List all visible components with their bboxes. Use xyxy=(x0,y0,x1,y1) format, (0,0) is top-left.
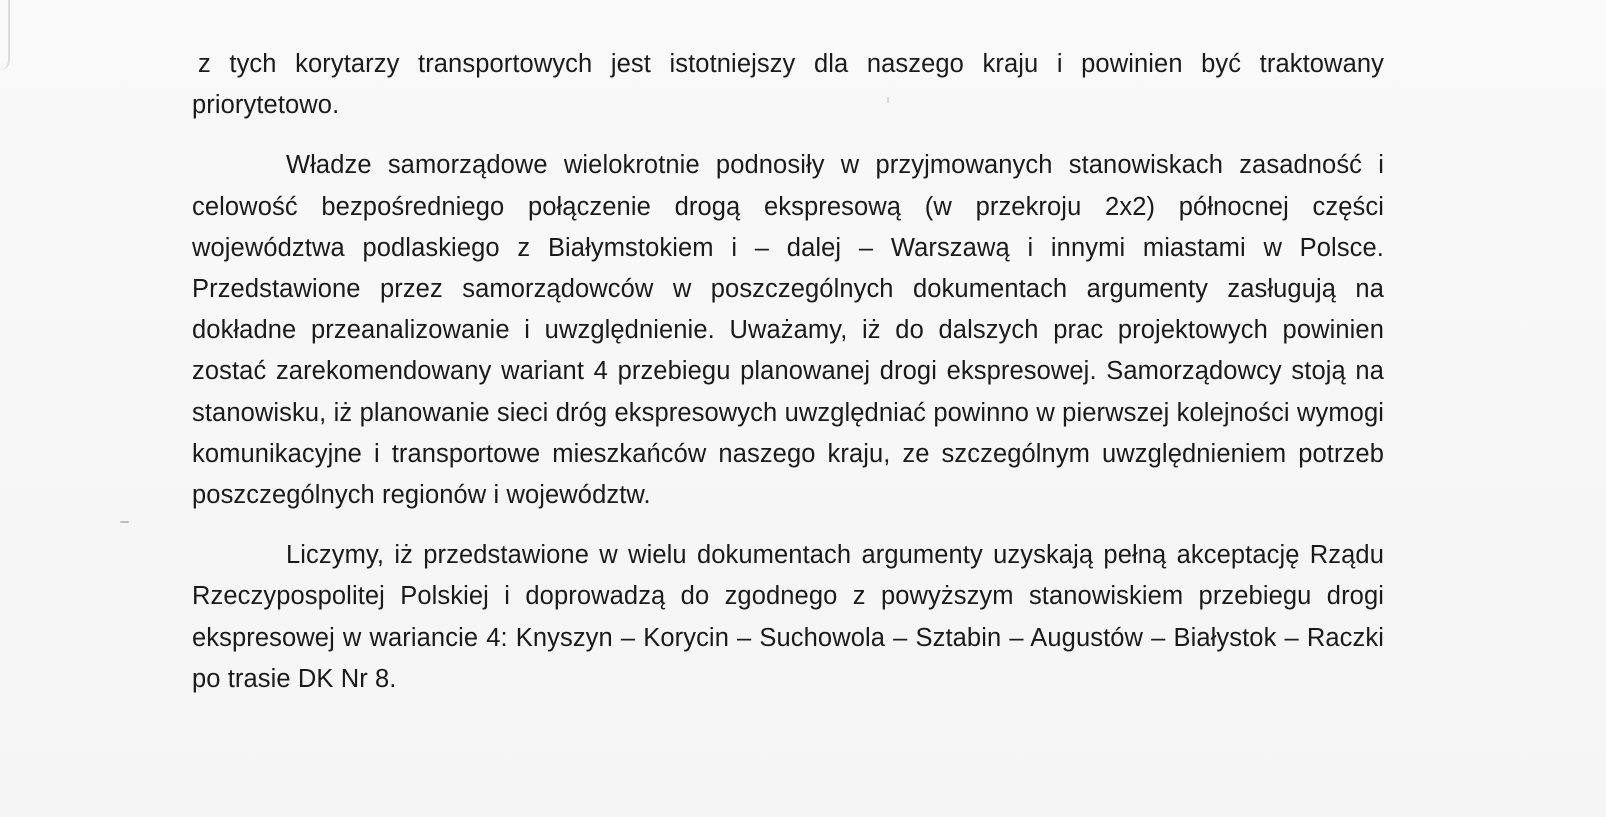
paragraph-3: Liczymy, iż przedstawione w wielu dokumentach argumenty uzyskają pełną akceptację Rządu Rzeczypospolitej Polskiej i doprowadzą do zgodnego z powyższym stanowiskiem przebiegu drogi ekspresowej w wariancie 4: Knyszyn – Korycin – Suchowola – Sztabin – Augustów – Białystok – Raczki po trasie DK Nr 8. xyxy=(192,541,1384,693)
paragraph-2: Władze samorządowe wielokrotnie podnosiły w przyjmowanych stanowiskach zasadność i celowość bezpośredniego połączenie drogą ekspresową (w przekroju 2x2) północnej części województwa podlaskiego z Białymstokiem i – dalej – Warszawą i innymi miastami w Polsce. Przedstawione przez samorządowców w poszczególnych dokumentach argumenty zasługują na dokładne przeanalizowanie i uwzględnienie. Uważamy, iż do dalszych prac projektowych powinien zostać zarekomendowany wariant 4 przebiegu planowanej drogi ekspresowej. Samorządowcy stoją na stanowisku, iż planowanie sieci dróg ekspresowych uwzględniać powinno w pierwszej kolejności wymogi komunikacyjne i transportowe mieszkańców naszego kraju, ze szczególnym uwzględnieniem potrzeb poszczególnych regionów i województw. xyxy=(192,151,1384,510)
paragraph-1: z tych korytarzy transportowych jest istotniejszy dla naszego kraju i powinien być traktowany priorytetowo. xyxy=(192,50,1384,120)
scan-speck xyxy=(120,521,129,523)
document-body xyxy=(192,44,1384,700)
scan-edge-shadow xyxy=(0,0,10,70)
